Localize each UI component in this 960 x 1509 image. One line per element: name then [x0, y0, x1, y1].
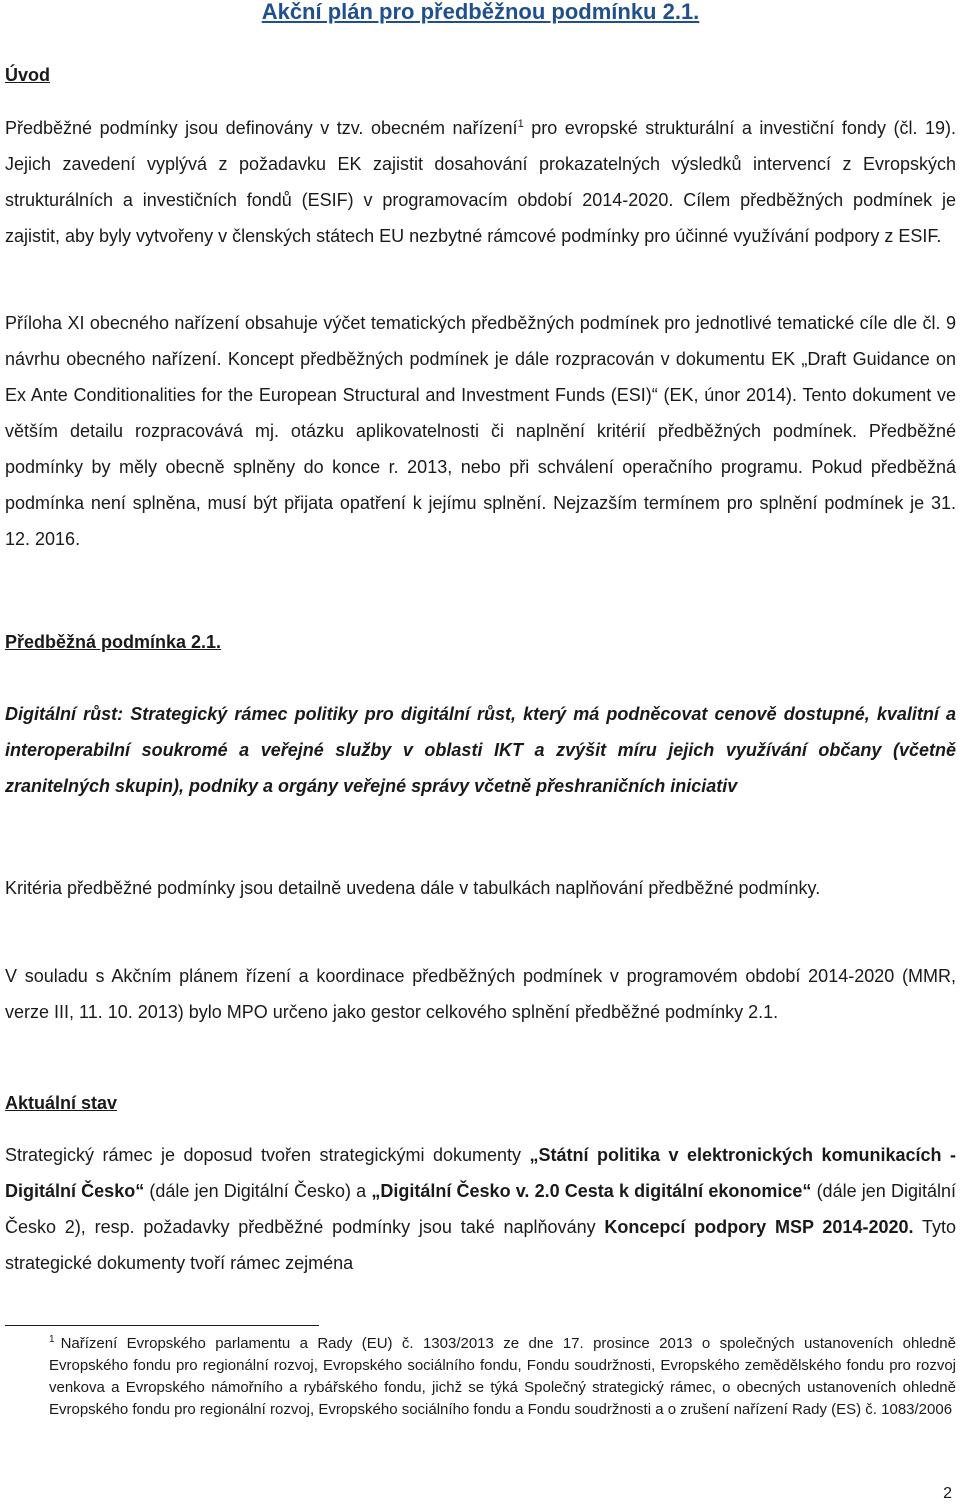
paragraph-gestor: V souladu s Akčním plánem řízení a koordinace předběžných podmínek v programovém období 2014-2020 (MMR, verze III, 11. 10. 2013) bylo MPO určeno jako gestor celkového splnění předběžné podmínky 2.1.: [5, 966, 956, 1022]
page-number: 2: [943, 1485, 952, 1502]
status-text-1: Strategický rámec je doposud tvořen strategickými dokumenty: [5, 1145, 530, 1165]
document-title: Akční plán pro předběžnou podmínku 2.1.: [261, 0, 700, 24]
status-text-3: (dále jen Digitální Česko 2), resp. požadavky předběžné podmínky jsou také naplňovány: [5, 1181, 956, 1237]
paragraph-intro-2: Příloha XI obecného nařízení obsahuje výčet tematických předběžných podmínek pro jednotlivé tematické cíle dle čl. 9 návrhu obecného nařízení. Koncept předběžných podmínek je dále rozpracován v dokumentu EK „Draft Guidance on Ex Ante Conditionalities for the European Structural and Investment Funds (ESI)“ (EK, únor 2014). Tento dokument ve větším detailu rozpracovává mj. otázku aplikovatelnosti či naplnění kritérií předběžných podmínek. Předběžné podmínky by měly obecně splněny do konce r. 2013, nebo při schválení operačního programu. Pokud předběžná podmínka není splněna, musí být přijata opatření k jejímu splnění. Nejzazším termínem pro splnění podmínek je 31. 12. 2016.: [5, 313, 956, 549]
condition-definition: Digitální růst: Strategický rámec politiky pro digitální růst, který má podněcovat cenově dostupné, kvalitní a interoperabilní soukromé a veřejné služby v oblasti IKT a zvýšit míru jejich využívání občany (včetně zranitelných skupin), podniky a orgány veřejné správy včetně přeshraničních iniciativ: [5, 704, 956, 796]
footnote-text: Nařízení Evropského parlamentu a Rady (EU) č. 1303/2013 ze dne 17. prosince 2013 o společných ustanoveních ohledně Evropského fondu pro regionální rozvoj, Evropského sociálního fondu, Fondu soudržnosti, Evropského zemědělského fondu pro rozvoj venkova a Evropského námořního a rybářského fondu, jichž se týká Společný strategický rámec, o obecných ustanoveních ohledně Evropského fondu pro regionální rozvoj, Evropského sociálního fondu a Fondu soudržnosti a o zrušení nařízení Rady (ES) č. 1083/2006: [49, 1335, 956, 1418]
status-text-4: Tyto strategické dokumenty tvoří rámec zejména: [5, 1217, 956, 1273]
footnote-reference[interactable]: 1: [517, 118, 524, 130]
paragraph-criteria: Kritéria předběžné podmínky jsou detailně uvedena dále v tabulkách naplňování předběžné podmínky.: [5, 878, 821, 898]
footnote-separator: [5, 1325, 319, 1326]
status-doc-digitalni-cesko-2: „Digitální Česko v. 2.0 Cesta k digitální ekonomice“: [371, 1181, 812, 1201]
status-doc-digitalni-cesko: „Státní politika v elektronických komunikacích - Digitální Česko“: [5, 1145, 956, 1201]
heading-status: Aktuální stav: [5, 1093, 118, 1113]
footnote: [49, 1333, 956, 1421]
status-doc-koncepce-msp: Koncepcí podpory MSP 2014-2020.: [604, 1217, 914, 1237]
status-text-2: (dále jen Digitální Česko) a: [144, 1181, 372, 1201]
intro-text-after-note: pro evropské strukturální a investiční fondy (čl. 19). Jejich zavedení vyplývá z požadavku EK zajistit dosahování prokazatelných výsledků intervencí z Evropských strukturálních a investičních fondů (ESIF) v programovacím období 2014-2020. Cílem předběžných podmínek je zajistit, aby byly vytvořeny v členských státech EU nezbytné rámcové podmínky pro účinné využívání podpory z ESIF.: [5, 118, 956, 246]
intro-text-before-note: Předběžné podmínky jsou definovány v tzv. obecném nařízení: [5, 118, 518, 138]
paragraph-status: [5, 1137, 956, 1281]
paragraph-intro-1: [5, 110, 956, 254]
footnote-mark: 1: [49, 1334, 55, 1345]
heading-intro: Úvod: [5, 65, 50, 85]
heading-condition: Předběžná podmínka 2.1.: [5, 632, 222, 652]
